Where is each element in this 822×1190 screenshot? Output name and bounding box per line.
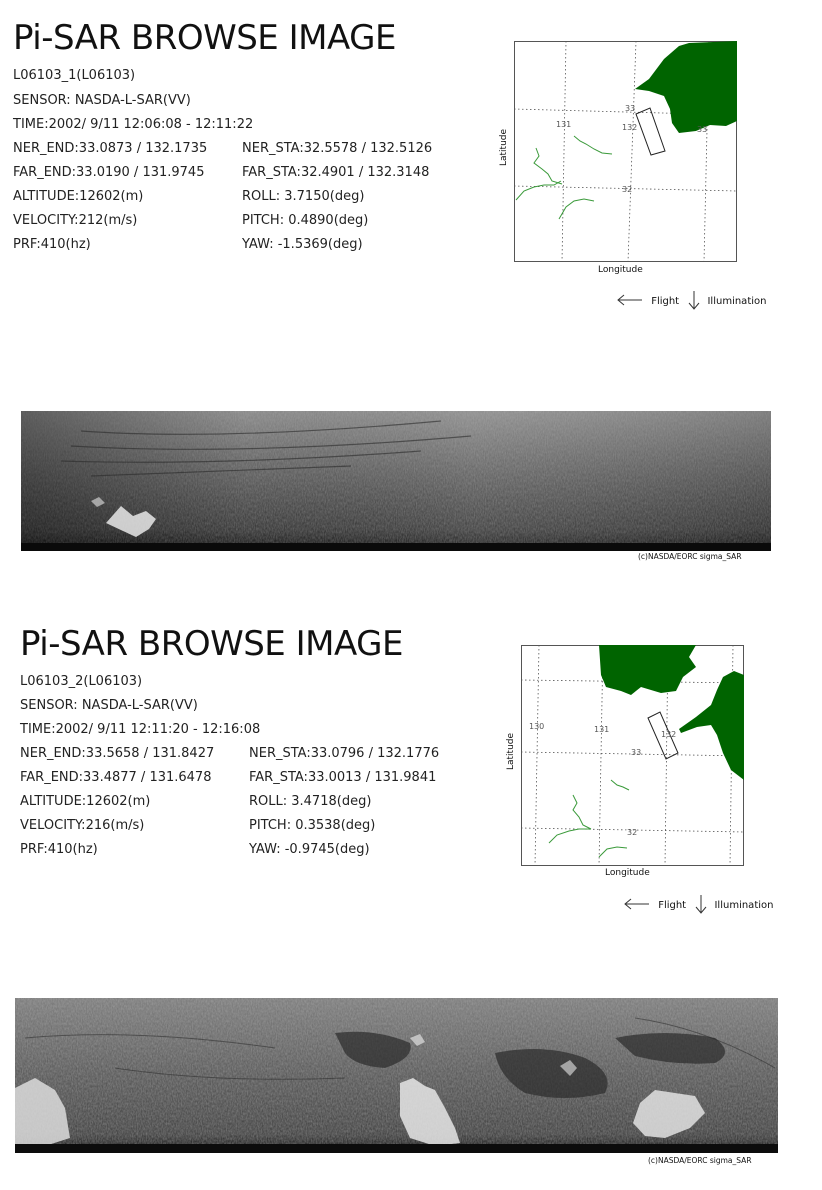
page-title: Pi-SAR BROWSE IMAGE (20, 624, 403, 664)
grid-label: 132 (661, 730, 677, 739)
illumination-arrow-icon (695, 894, 707, 917)
sensor-info: SENSOR: NASDA-L-SAR(VV) (20, 698, 198, 713)
copyright-notice: (c)NASDA/EORC sigma_SAR (648, 1156, 752, 1165)
far-sta-info: FAR_STA:33.0013 / 131.9841 (249, 770, 437, 785)
illumination-label: Illumination (707, 296, 767, 307)
sensor-info: SENSOR: NASDA-L-SAR(VV) (13, 93, 191, 108)
grid-label: 33 (697, 125, 708, 134)
copyright-notice: (c)NASDA/EORC sigma_SAR (638, 552, 742, 561)
pitch-info: PITCH: 0.4890(deg) (242, 213, 369, 228)
longitude-label: Longitude (598, 265, 643, 275)
time-info: TIME:2002/ 9/11 12:06:08 - 12:11:22 (13, 117, 254, 132)
grid-label: 132 (622, 123, 638, 132)
location-map (521, 645, 745, 867)
latitude-label: Latitude (506, 732, 516, 770)
location-map (514, 41, 738, 263)
altitude-info: ALTITUDE:12602(m) (20, 794, 151, 809)
ner-end-info: NER_END:33.0873 / 132.1735 (13, 141, 208, 156)
sar-browse-image (15, 998, 778, 1153)
illumination-label: Illumination (714, 900, 774, 911)
browse-panel-2 (0, 600, 822, 1190)
time-info: TIME:2002/ 9/11 12:11:20 - 12:16:08 (20, 722, 261, 737)
direction-legend (623, 894, 773, 917)
ner-sta-info: NER_STA:32.5578 / 132.5126 (242, 141, 433, 156)
altitude-info: ALTITUDE:12602(m) (13, 189, 144, 204)
far-end-info: FAR_END:33.4877 / 131.6478 (20, 770, 212, 785)
flight-arrow-icon (623, 898, 651, 913)
velocity-info: VELOCITY:212(m/s) (13, 213, 138, 228)
roll-info: ROLL: 3.4718(deg) (249, 794, 372, 809)
ner-end-info: NER_END:33.5658 / 131.8427 (20, 746, 215, 761)
illumination-arrow-icon (688, 290, 700, 313)
grid-label: 32 (622, 185, 633, 194)
scene-id: L06103_2(L06103) (20, 674, 143, 689)
yaw-info: YAW: -0.9745(deg) (249, 842, 370, 857)
grid-label: 130 (529, 722, 545, 731)
grid-label: 131 (556, 120, 572, 129)
far-sta-info: FAR_STA:32.4901 / 132.3148 (242, 165, 430, 180)
grid-label: 33 (631, 748, 642, 757)
yaw-info: YAW: -1.5369(deg) (242, 237, 363, 252)
grid-label: 131 (594, 725, 610, 734)
location-map-svg (521, 645, 745, 867)
latitude-label: Latitude (499, 128, 509, 166)
grid-label: 33 (625, 104, 636, 113)
flight-label: Flight (651, 296, 680, 307)
flight-arrow-icon (616, 294, 644, 309)
pitch-info: PITCH: 0.3538(deg) (249, 818, 376, 833)
velocity-info: VELOCITY:216(m/s) (20, 818, 145, 833)
sar-browse-image (21, 411, 771, 551)
direction-legend (616, 290, 766, 313)
longitude-label: Longitude (605, 868, 650, 878)
roll-info: ROLL: 3.7150(deg) (242, 189, 365, 204)
location-map-svg (514, 41, 738, 263)
grid-label: 32 (627, 828, 638, 837)
ner-sta-info: NER_STA:33.0796 / 132.1776 (249, 746, 440, 761)
page-title: Pi-SAR BROWSE IMAGE (13, 18, 396, 58)
prf-info: PRF:410(hz) (13, 237, 91, 252)
prf-info: PRF:410(hz) (20, 842, 98, 857)
flight-label: Flight (658, 900, 687, 911)
far-end-info: FAR_END:33.0190 / 131.9745 (13, 165, 205, 180)
scene-id: L06103_1(L06103) (13, 68, 136, 83)
